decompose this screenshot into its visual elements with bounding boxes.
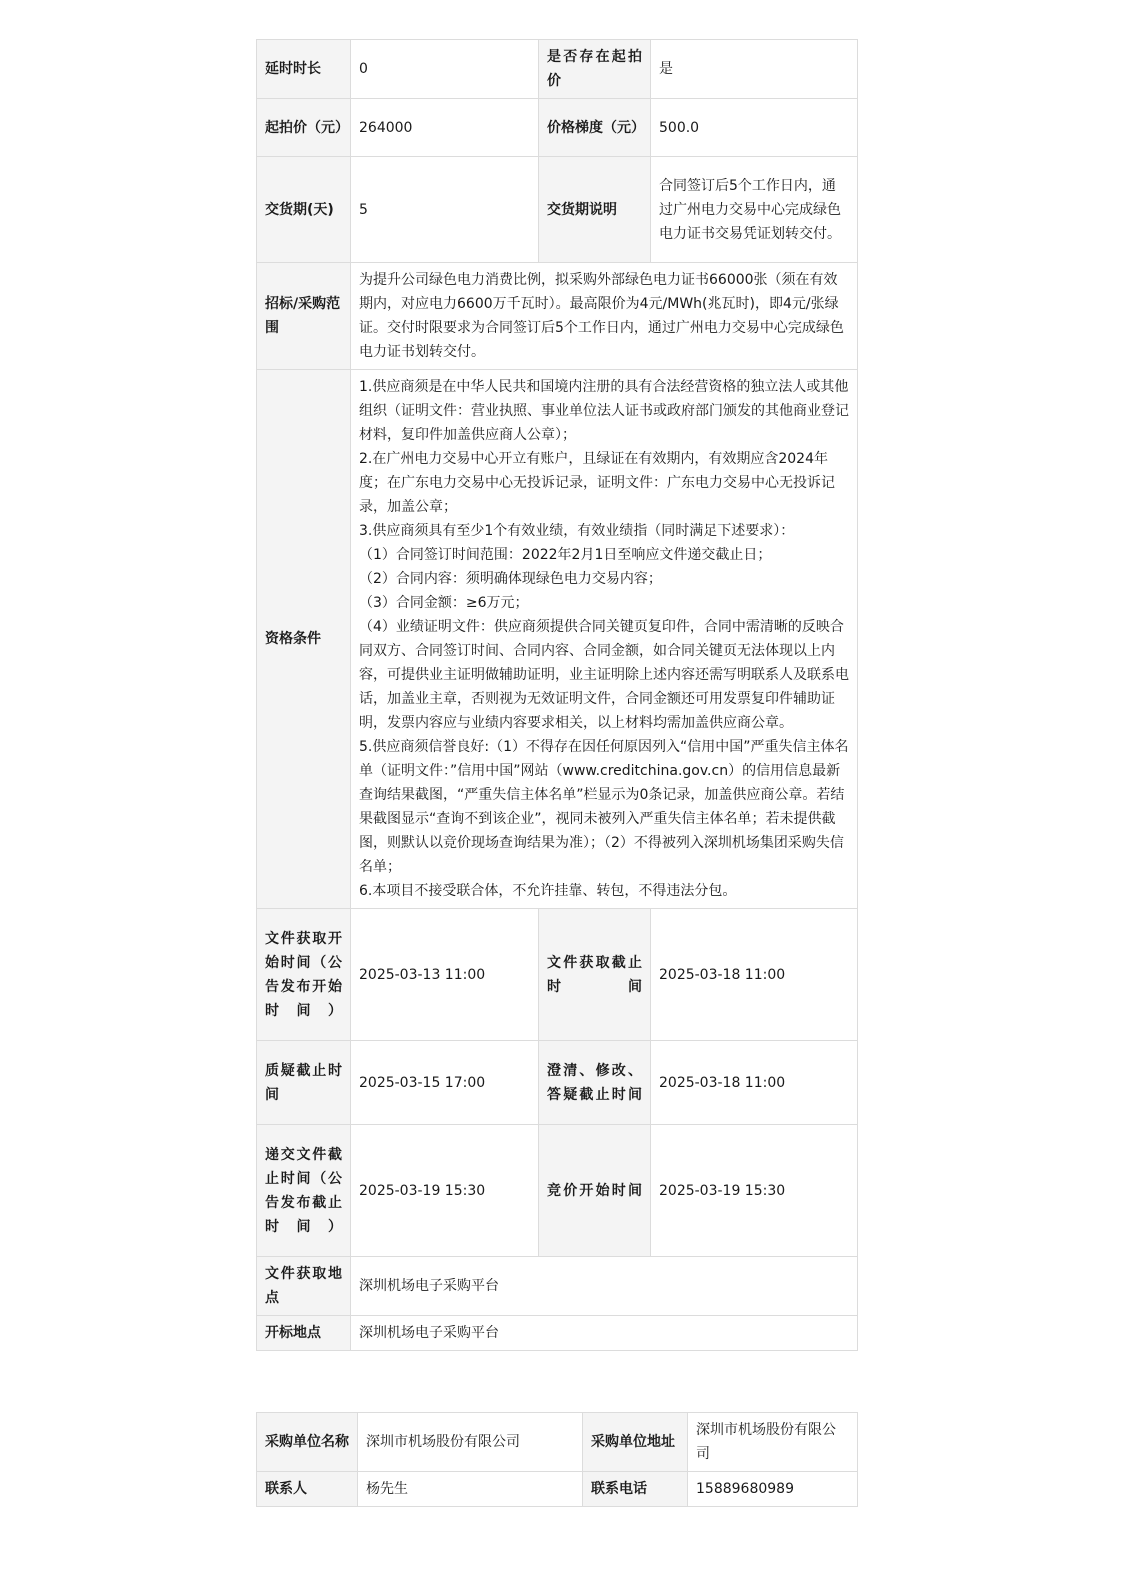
row-scope — [257, 263, 858, 370]
question-end-label: 质疑截止时间 — [257, 1041, 351, 1125]
row-open-place — [257, 1316, 858, 1351]
row-submit-time — [257, 1125, 858, 1257]
question-end-value: 2025-03-15 17:00 — [351, 1041, 539, 1125]
qualification-item-3-1: （1）合同签订时间范围：2022年2月1日至响应文件递交截止日； — [359, 547, 772, 563]
delivery-days-value: 5 — [351, 157, 539, 263]
row-qualification — [257, 370, 858, 909]
start-price-label: 起拍价（元） — [257, 99, 351, 157]
qualification-value — [351, 370, 858, 909]
row-contact — [257, 1472, 858, 1507]
start-price-value: 264000 — [351, 99, 539, 157]
delivery-desc-label: 交货期说明 — [539, 157, 651, 263]
row-delay-start-price — [257, 40, 858, 99]
qualification-item-2: 2.在广州电力交易中心开立有账户，且绿证在有效期内，有效期应含2024年度；在广东电力交易中心无投诉记录，证明文件：广东电力交易中心无投诉记录，加盖公章； — [359, 451, 835, 515]
doc-end-label: 文件获取截止时间 — [539, 909, 651, 1041]
open-place-value: 深圳机场电子采购平台 — [351, 1316, 858, 1351]
qualification-item-3-3: （3）合同金额：≥6万元； — [359, 595, 529, 611]
row-price — [257, 99, 858, 157]
contact-label: 联系人 — [257, 1472, 358, 1507]
purchaser-name-value: 深圳市机场股份有限公司 — [358, 1413, 583, 1472]
doc-place-label: 文件获取地点 — [257, 1257, 351, 1316]
contact-value: 杨先生 — [358, 1472, 583, 1507]
submit-end-label: 递交文件截止时间（公告发布截止时间） — [257, 1125, 351, 1257]
tender-info-table — [256, 39, 858, 1351]
row-question-time — [257, 1041, 858, 1125]
clarify-end-value: 2025-03-18 11:00 — [651, 1041, 858, 1125]
purchaser-address-label: 采购单位地址 — [583, 1413, 688, 1472]
row-purchaser — [257, 1413, 858, 1472]
bid-start-value: 2025-03-19 15:30 — [651, 1125, 858, 1257]
row-doc-place — [257, 1257, 858, 1316]
row-delivery — [257, 157, 858, 263]
qualification-item-3: 3.供应商须具有至少1个有效业绩，有效业绩指（同时满足下述要求）： — [359, 523, 795, 539]
doc-start-label: 文件获取开始时间（公告发布开始时间） — [257, 909, 351, 1041]
qualification-item-3-4: （4）业绩证明文件：供应商须提供合同关键页复印件，合同中需清晰的反映合同双方、合同签订时间、合同内容、合同金额，如合同关键页无法体现以上内容，可提供业主证明做辅助证明，业主证明除上述内容还需写明联系人及联系电话，加盖业主章，否则视为无效证明文件，合同金额还可用发票复印件辅助证明，发票内容应与业绩内容要求相关，以上材料均需加盖供应商公章。 — [359, 619, 849, 731]
purchaser-name-label: 采购单位名称 — [257, 1413, 358, 1472]
price-step-label: 价格梯度（元） — [539, 99, 651, 157]
delay-value: 0 — [351, 40, 539, 99]
row-doc-time — [257, 909, 858, 1041]
bid-start-label: 竞价开始时间 — [539, 1125, 651, 1257]
delivery-desc-value: 合同签订后5个工作日内，通过广州电力交易中心完成绿色电力证书交易凭证划转交付。 — [651, 157, 858, 263]
qualification-item-6: 6.本项目不接受联合体，不允许挂靠、转包，不得违法分包。 — [359, 883, 737, 899]
submit-end-value: 2025-03-19 15:30 — [351, 1125, 539, 1257]
doc-place-value: 深圳机场电子采购平台 — [351, 1257, 858, 1316]
clarify-end-label: 澄清、修改、答疑截止时间 — [539, 1041, 651, 1125]
purchaser-table — [256, 1412, 858, 1507]
phone-value: 15889680989 — [688, 1472, 858, 1507]
purchaser-address-value: 深圳市机场股份有限公司 — [688, 1413, 858, 1472]
delay-label: 延时时长 — [257, 40, 351, 99]
delivery-days-label: 交货期(天) — [257, 157, 351, 263]
price-step-value: 500.0 — [651, 99, 858, 157]
has-start-price-value: 是 — [651, 40, 858, 99]
qualification-item-1: 1.供应商须是在中华人民共和国境内注册的具有合法经营资格的独立法人或其他组织（证明文件：营业执照、事业单位法人证书或政府部门颁发的其他商业登记材料，复印件加盖供应商人公章）； — [359, 379, 849, 443]
has-start-price-label: 是否存在起拍价 — [539, 40, 651, 99]
open-place-label: 开标地点 — [257, 1316, 351, 1351]
phone-label: 联系电话 — [583, 1472, 688, 1507]
scope-value: 为提升公司绿色电力消费比例，拟采购外部绿色电力证书66000张（须在有效期内，对应电力6600万千瓦时）。最高限价为4元/MWh(兆瓦时)，即4元/张绿证。交付时限要求为合同签订后5个工作日内，通过广州电力交易中心完成绿色电力证书划转交付。 — [351, 263, 858, 370]
qualification-item-3-2: （2）合同内容：须明确体现绿色电力交易内容； — [359, 571, 662, 587]
qualification-item-5: 5.供应商须信誉良好:（1）不得存在因任何原因列入“信用中国”严重失信主体名单（证明文件：”信用中国”网站（www.creditchina.gov.cn）的信用信息最新查询结果截图，“严重失信主体名单”栏显示为0条记录，加盖供应商公章。若结果截图显示“查询不到该企业”，视同未被列入严重失信主体名单；若未提供截图，则默认以竞价现场查询结果为准）；（2）不得被列入深圳机场集团采购失信名单； — [359, 739, 849, 875]
doc-end-value: 2025-03-18 11:00 — [651, 909, 858, 1041]
qualification-label: 资格条件 — [257, 370, 351, 909]
scope-label: 招标/采购范围 — [257, 263, 351, 370]
doc-start-value: 2025-03-13 11:00 — [351, 909, 539, 1041]
